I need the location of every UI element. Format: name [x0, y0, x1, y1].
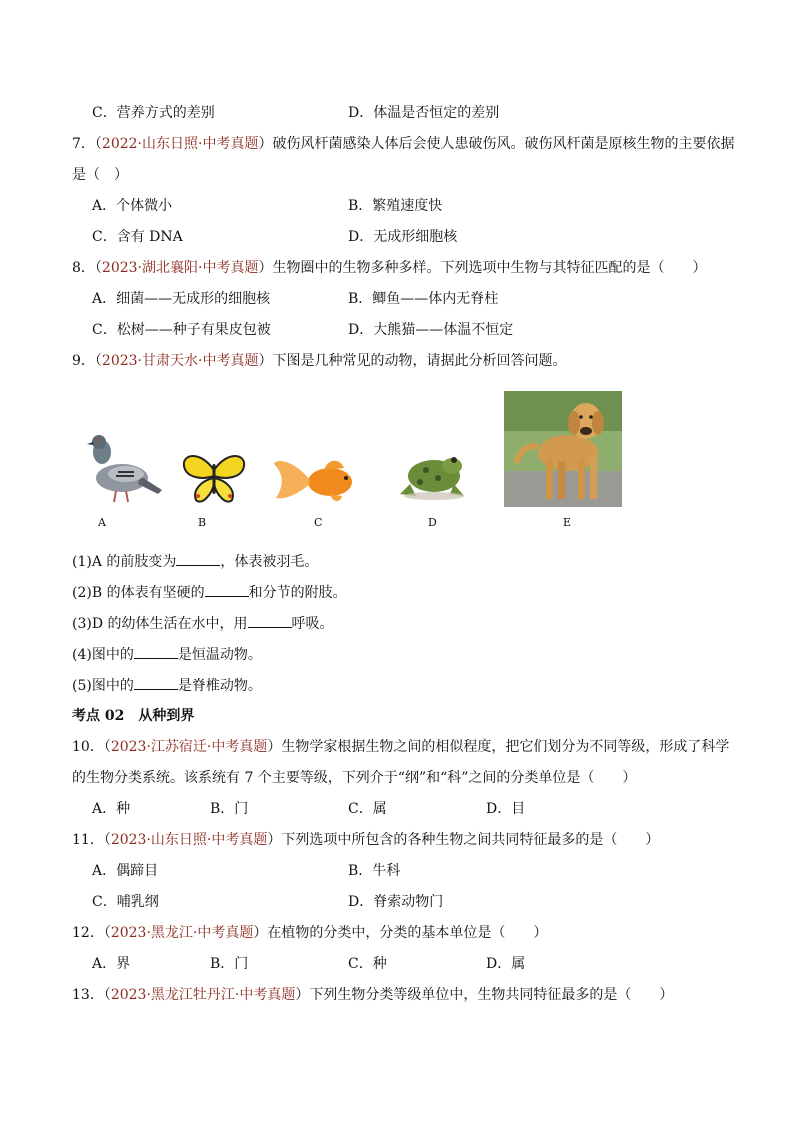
q10-option-a: A．种 [92, 801, 131, 817]
q7-option-d: D．无成形细胞核 [348, 229, 458, 245]
sub-question-text: (1)A 的前肢变为 [72, 554, 177, 570]
question-number: 12．（ [72, 925, 111, 941]
sub-question-text: (4)图中的 [72, 647, 134, 663]
sub-question-4 [72, 644, 262, 665]
sub-question-text: (5)图中的 [72, 678, 134, 694]
question-text: ）生物圈中的生物多种多样。下列选项中生物与其特征匹配的是（ ） [258, 260, 707, 276]
q7-option-b: B．繁殖速度快 [348, 198, 443, 214]
question-9 [72, 351, 566, 371]
question-11 [72, 830, 659, 850]
sub-question-text: 是脊椎动物。 [177, 678, 262, 694]
q11-option-b: B．牛科 [348, 863, 401, 879]
q12-option-a: A．界 [92, 956, 131, 972]
figure-label-b: B [198, 516, 207, 529]
answer-blank[interactable] [248, 613, 292, 628]
butterfly-image [180, 450, 248, 506]
q8-option-c: C．松树——种子有果皮包被 [92, 322, 271, 338]
frog-image [396, 446, 474, 504]
question-8 [72, 258, 706, 278]
question-text: ）破伤风杆菌感染人体后会使人患破伤风。破伤风杆菌是原核生物的主要依据 [258, 136, 735, 152]
q6-option-c: C．营养方式的差别 [92, 105, 215, 121]
answer-blank[interactable] [176, 551, 220, 566]
sub-question-text: (2)B 的体表有坚硬的 [72, 585, 205, 601]
question-number: 10．（ [72, 739, 111, 755]
q10-option-c: C．属 [348, 801, 387, 817]
figure-label-a: A [98, 516, 106, 529]
question-text: ）下图是几种常见的动物，请据此分析回答问题。 [258, 353, 567, 369]
question-13 [72, 985, 673, 1005]
dog-image [504, 391, 622, 507]
question-10 [72, 737, 729, 757]
question-source: 2023·黑龙江·中考真题 [110, 925, 254, 941]
q12-option-b: B．门 [210, 956, 249, 972]
figure-label-d: D [428, 516, 437, 529]
question-source: 2022·山东日照·中考真题 [101, 136, 259, 152]
sub-question-text: ，体表被羽毛。 [220, 554, 319, 570]
question-7 [72, 134, 734, 154]
question-text: ）下列选项中所包含的各种生物之间共同特征最多的是（ ） [267, 832, 660, 848]
sub-question-5 [72, 675, 262, 696]
pigeon-image [82, 428, 164, 508]
q8-option-a: A．细菌——无成形的细胞核 [92, 291, 271, 307]
question-text: ）生物学家根据生物之间的相似程度，把它们划分为不同等级，形成了科学 [267, 739, 730, 755]
q10-option-b: B．门 [210, 801, 249, 817]
q12-option-c: C．种 [348, 956, 387, 972]
sub-question-1 [72, 551, 318, 572]
sub-question-3 [72, 613, 334, 634]
answer-blank[interactable] [134, 644, 178, 659]
sub-question-text: 呼吸。 [291, 616, 334, 632]
answer-blank[interactable] [205, 582, 249, 597]
question-7-continued: 是（ ） [72, 167, 128, 183]
figure-label-c: C [314, 516, 323, 529]
q10-option-d: D．目 [486, 801, 526, 817]
question-number: 13．（ [72, 987, 111, 1003]
question-source: 2023·湖北襄阳·中考真题 [101, 260, 259, 276]
q12-option-d: D．属 [486, 956, 526, 972]
question-text: ）在植物的分类中，分类的基本单位是（ ） [253, 925, 548, 941]
question-source: 2023·甘肃天水·中考真题 [101, 353, 259, 369]
question-number: 7．（ [72, 136, 102, 152]
q11-option-c: C．哺乳纲 [92, 894, 159, 910]
sub-question-text: 和分节的附肢。 [248, 585, 347, 601]
q11-option-d: D．脊索动物门 [348, 894, 444, 910]
q11-option-a: A．偶蹄目 [92, 863, 159, 879]
sub-question-text: (3)D 的幼体生活在水中，用 [72, 616, 248, 632]
answer-blank[interactable] [134, 675, 178, 690]
question-number: 8．（ [72, 260, 102, 276]
q8-option-b: B．鲫鱼——体内无脊柱 [348, 291, 499, 307]
q7-option-c: C．含有 DNA [92, 229, 183, 245]
question-number: 9．（ [72, 353, 102, 369]
figure-label-e: E [563, 516, 572, 529]
q6-option-d: D．体温是否恒定的差别 [348, 105, 500, 121]
question-source: 2023·黑龙江牡丹江·中考真题 [110, 987, 296, 1003]
q8-option-d: D．大熊猫——体温不恒定 [348, 322, 514, 338]
question-source: 2023·江苏宿迁·中考真题 [110, 739, 268, 755]
goldfish-image [274, 452, 366, 506]
question-12 [72, 923, 547, 943]
question-text: ）下列生物分类等级单位中，生物共同特征最多的是（ ） [295, 987, 674, 1003]
section-heading: 考点 02 从种到界 [72, 708, 195, 724]
sub-question-2 [72, 582, 347, 603]
question-source: 2023·山东日照·中考真题 [110, 832, 268, 848]
q7-option-a: A．个体微小 [92, 198, 173, 214]
question-10-continued: 的生物分类系统。该系统有 7 个主要等级，下列介于“纲”和“科”之间的分类单位是（ ） [72, 770, 637, 786]
question-number: 11．（ [72, 832, 111, 848]
sub-question-text: 是恒温动物。 [177, 647, 262, 663]
